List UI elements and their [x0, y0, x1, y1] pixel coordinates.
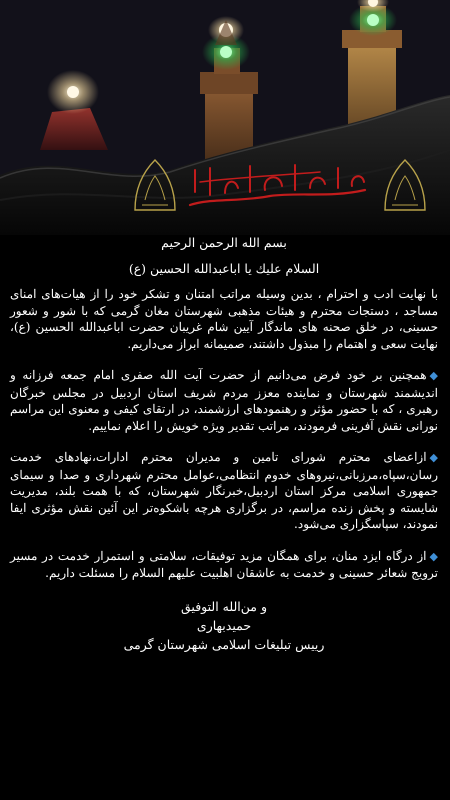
shrine-night-scene: [0, 0, 450, 235]
diamond-bullet-icon: ◆: [429, 451, 438, 464]
paragraph-2-text: همچنین بر خود فرض می‌دانیم از حضرت آیت الله صفری امام جمعه فرزانه و اندیشمند شهرستان و نماینده معزز مردم شریف استان اردبیل در مجلس خبرگان رهبری ، که با حضور مؤثر و رهنمودهای ارزشمند، در ارتقای کیفی و معنوی این مراسم نورانی نقش آفرینی فرمودند، مراتب تقدیر ویژه خویش را اعلام نماییم.: [10, 368, 438, 433]
closing-line: و من‌الله التوفیق: [181, 598, 267, 614]
diamond-bullet-icon: ◆: [429, 549, 438, 563]
paragraph-4-text: از درگاه ایزد منان، برای همگان مزید توفیقات، سلامتی و استمرار خدمت در مسیر ترویج شعائر حسینی و خدمت به عاشقان اهلبیت علیهم السلام را مسئلت داریم.: [10, 548, 438, 580]
signer-title: رییس تبلیغات اسلامی شهرستان گرمی: [123, 636, 325, 652]
paragraph-1: [10, 286, 438, 352]
paragraph-1-text: با نهایت ادب و احترام ، بدین وسیله مراتب امتنان و تشکر خود را از هیات‌های امنای مساجد ، دستجات محترم و هیئات مذهبی شهرستان مغان گرمی که با شور و شعور حسینی، در خلق صحنه های ماندگار آیین شام غریبان حضرت اباعبدالله الحسین (ع)، نهایت سعی و اهتمام را مبذول داشتند، صمیمانه ابراز می‌داریم.: [10, 287, 438, 351]
salutation-line: السلام علیك یا اباعبدالله الحسین (ع): [128, 261, 320, 276]
diamond-bullet-icon: ◆: [429, 369, 438, 382]
paragraph-3: [10, 449, 438, 533]
header-banner-image: [0, 0, 450, 235]
paragraph-2: [10, 367, 438, 434]
signature-block: [10, 597, 438, 654]
paragraph-4: [10, 548, 438, 582]
announcement-body: [0, 234, 450, 800]
paragraph-3-text: ازاعضای محترم شورای تامین و مدیران محترم ادارات،نهادهای خدمت رسان،سپاه،مرزبانی،نیروهای خدوم انتظامی،عوامل محترم شهرداری و صدا و سیمای جمهوری اسلامی مرکز استان اردبیل،خبرنگار شهرستان، که با همت بلند، مدیریت شایسته و پخش زنده مراسم، در برگزاری هرچه باشکوه‌تر این آئین نقش مؤثری ایفا نمودند، سپاسگزاری می‌شود.: [10, 450, 438, 531]
signer-name: حمیدبهاری: [196, 617, 252, 633]
basmala-line: بسم الله الرحمن الرحیم: [161, 235, 287, 250]
